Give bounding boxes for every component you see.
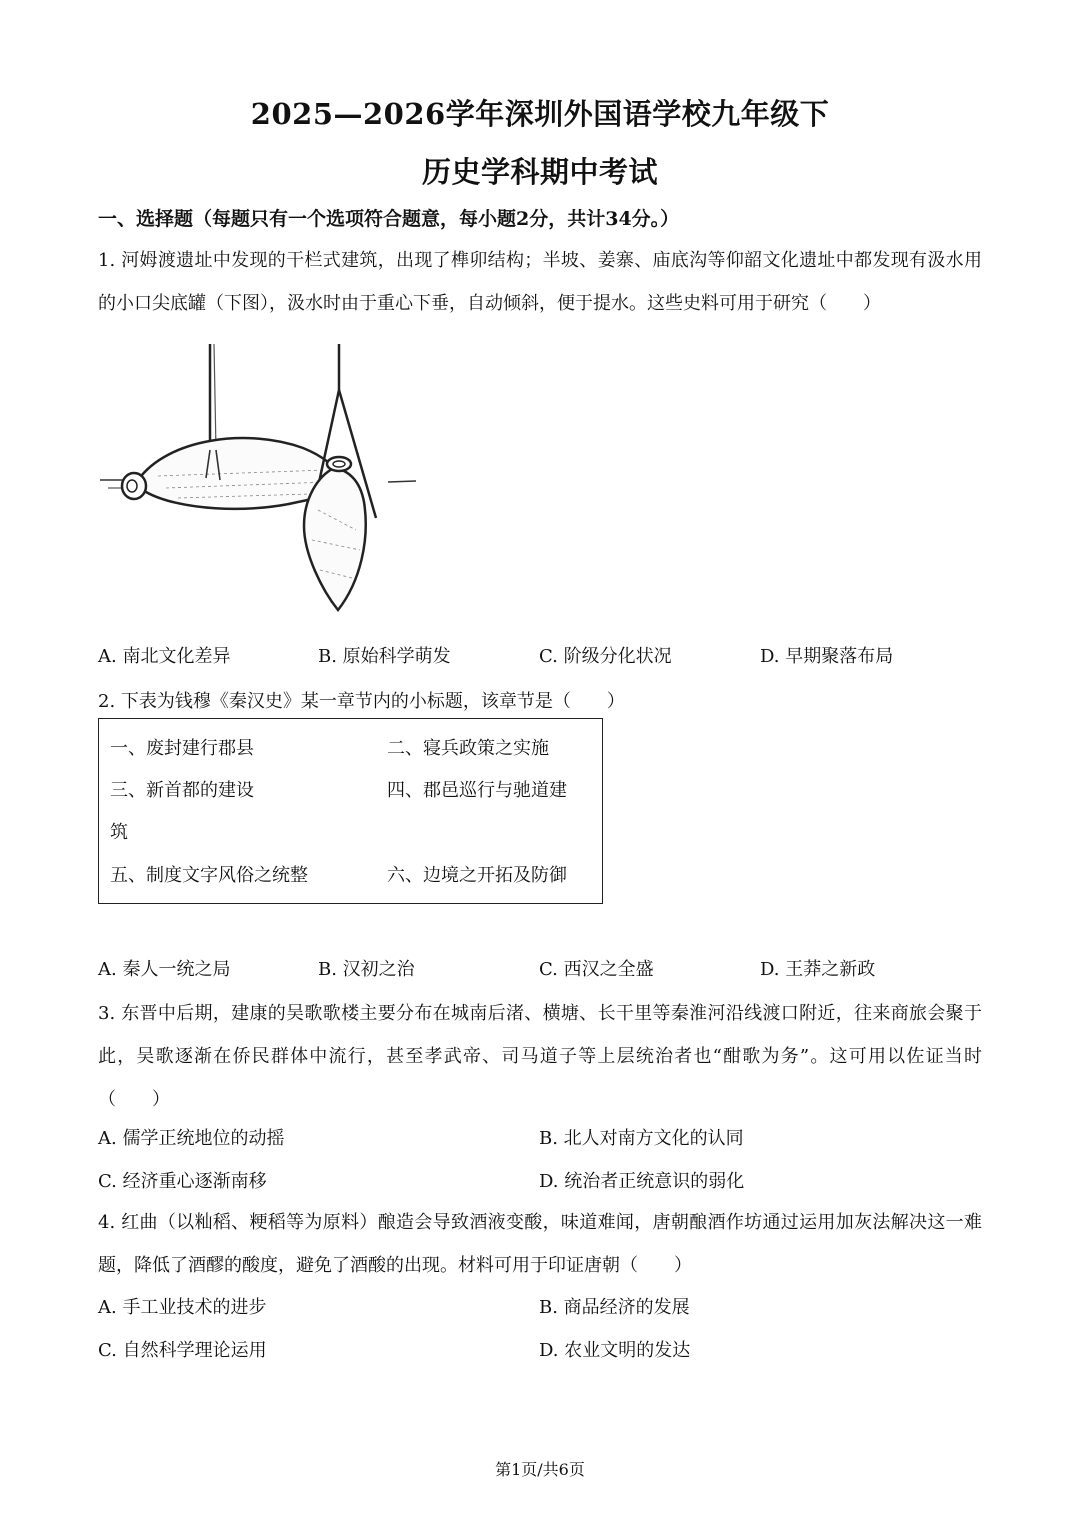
question-4-option-b[interactable]: B. 商品经济的发展 — [539, 1297, 690, 1318]
table-cell: 筑 — [110, 822, 128, 843]
question-3-option-d[interactable]: D. 统治者正统意识的弱化 — [539, 1171, 745, 1192]
question-4-stem: 4. 红曲（以籼稻、粳稻等为原料）酿造会导致酒液变酸，味道难闻，唐朝酿酒作坊通过运用加灰法解决这一难题，降低了酒醪的酸度，避免了酒酸的出现。材料可用于印证唐朝（ ） — [98, 1212, 982, 1276]
question-1-option-d[interactable]: D. 早期聚落布局 — [760, 646, 894, 667]
question-2-option-a[interactable]: A. 秦人一统之局 — [98, 959, 231, 980]
table-cell: 二、寝兵政策之实施 — [387, 738, 549, 759]
question-1-option-c[interactable]: C. 阶级分化状况 — [539, 646, 672, 667]
question-1-option-a[interactable]: A. 南北文化差异 — [98, 646, 231, 667]
question-3-stem: 3. 东晋中后期，建康的吴歌歌楼主要分布在城南后渚、横塘、长干里等秦淮河沿线渡口附近，往来商旅会聚于此，吴歌逐渐在侨民群体中流行，甚至孝武帝、司马道子等上层统治者也“酣歌为务”。这可用以佐证当时（ ） — [98, 1003, 982, 1110]
question-1-stem: 1. 河姆渡遗址中发现的干栏式建筑，出现了榫卯结构；半坡、姜寨、庙底沟等仰韶文化遗址中都发现有汲水用的小口尖底罐（下图），汲水时由于重心下垂，自动倾斜，便于提水。这些史料可用于研究（ ） — [98, 250, 982, 314]
question-3-option-b[interactable]: B. 北人对南方文化的认同 — [539, 1128, 744, 1149]
table-cell: 三、新首都的建设 — [110, 780, 254, 801]
section-heading: 一、选择题（每题只有一个选项符合题意，每小题2分，共计34分。） — [98, 208, 680, 230]
page-number: 第1页/共6页 — [495, 1460, 585, 1479]
question-2-stem: 2. 下表为钱穆《秦汉史》某一章节内的小标题，该章节是（ ） — [98, 691, 625, 712]
table-cell: 四、郡邑巡行与驰道建 — [387, 780, 567, 801]
horizontal-jar-drawing — [122, 344, 340, 509]
question-1-option-b[interactable]: B. 原始科学萌发 — [318, 646, 451, 667]
question-2-option-b[interactable]: B. 汉初之治 — [318, 959, 415, 980]
question-4-option-c[interactable]: C. 自然科学理论运用 — [98, 1340, 267, 1361]
table-cell: 五、制度文字风俗之统整 — [110, 865, 308, 886]
table-cell: 一、废封建行郡县 — [110, 738, 254, 759]
table-cell: 六、边境之开拓及防御 — [387, 865, 567, 886]
question-2-option-c[interactable]: C. 西汉之全盛 — [539, 959, 654, 980]
question-2-option-d[interactable]: D. 王莽之新政 — [760, 959, 876, 980]
question-4-option-a[interactable]: A. 手工业技术的进步 — [98, 1297, 267, 1318]
chapter-subtitle-table — [98, 718, 603, 904]
question-4-option-d[interactable]: D. 农业文明的发达 — [539, 1340, 691, 1361]
pointed-bottom-jar-figure — [98, 330, 416, 630]
exam-subtitle: 历史学科期中考试 — [421, 155, 658, 189]
question-3-option-a[interactable]: A. 儒学正统地位的动摇 — [98, 1128, 285, 1149]
exam-title: 2025—2026学年深圳外国语学校九年级下 — [250, 97, 830, 131]
question-3-option-c[interactable]: C. 经济重心逐渐南移 — [98, 1171, 267, 1192]
